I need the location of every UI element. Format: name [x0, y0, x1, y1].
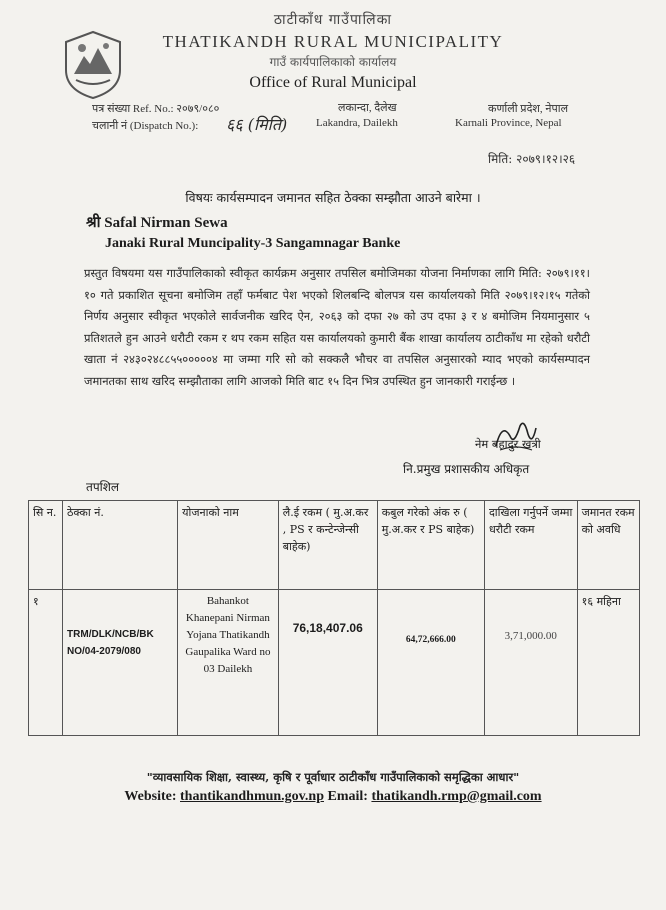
header-project-name: योजनाको नाम	[178, 501, 279, 590]
location-en: Lakandra, Dailekh	[316, 117, 398, 129]
website-label: Website:	[124, 789, 177, 804]
header-deposit: दाखिला गर्नुपर्ने जम्मा धरौटी रकम	[484, 501, 577, 590]
table-label: तपशिल	[86, 480, 120, 494]
footer-contact	[0, 789, 666, 805]
header-sn: सि न.	[29, 501, 63, 590]
dispatch-label: चलानी नं (Dispatch No.):	[92, 120, 199, 132]
office-name-en: Office of Rural Municipal	[249, 74, 417, 91]
header-accepted: कबुल गरेको अंक रु ( मु.अ.कर र PS बाहेक)	[377, 501, 484, 590]
recipient-address: Janaki Rural Muncipality-3 Sangamnagar Banke	[105, 236, 401, 251]
municipality-name-en: THATIKANDH RURAL MUNICIPALITY	[162, 32, 504, 51]
cell-deposit: 3,71,000.00	[484, 590, 577, 736]
signer-title: नि.प्रमुख प्रशासकीय अधिकृत	[403, 462, 530, 476]
header-validity: जमानत रकम को अवधि	[577, 501, 639, 590]
footer-tagline: "व्यावसायिक शिक्षा, स्वास्थ्य, कृषि र पूर्वाधार ठाटीकाँध गाउँपालिकाको समृद्धिका आधार"	[146, 770, 520, 784]
signer-name: नेम बहादुर खत्री	[475, 437, 541, 451]
location-np: लकान्दा, दैलेख	[338, 102, 397, 114]
header-contract-no: ठेक्का नं.	[63, 501, 178, 590]
cell-sn: १	[29, 590, 63, 736]
table-header-row	[29, 501, 640, 590]
email-link[interactable]: thatikandh.rmp@gmail.com	[371, 789, 542, 804]
header-estimate: लै.ई रकम ( मु.अ.कर , PS र कन्टेन्जेन्सी बाहेक)	[278, 501, 377, 590]
recipient-name: श्री Safal Nirman Sewa	[86, 215, 228, 231]
cell-estimate: 76,18,407.06	[278, 590, 377, 736]
province-np: कर्णाली प्रदेश, नेपाल	[488, 103, 569, 115]
table-row	[29, 590, 640, 736]
municipality-name-np: ठाटीकाँध गाउँपालिका	[273, 12, 393, 28]
cell-validity: १६ महिना	[577, 590, 639, 736]
cell-contract-no: TRM/DLK/NCB/BK NO/04-2079/080	[63, 590, 178, 736]
cell-accepted: 64,72,666.00	[377, 590, 484, 736]
cell-project-name: Bahankot Khanepani Nirman Yojana Thatikandh Gaupalika Ward no 03 Dailekh	[178, 590, 279, 736]
dispatch-number: ६६ (मिति)	[226, 115, 288, 134]
letter-date: मिति: २०७९।१२।२६	[488, 152, 576, 166]
reference-number: पत्र संख्या Ref. No.: २०७९/०८०	[92, 103, 220, 115]
contract-table	[28, 500, 640, 736]
office-name-np: गाउँ कार्यपालिकाको कार्यालय	[269, 55, 397, 69]
letter-body: प्रस्तुत विषयमा यस गाउँपालिकाको स्वीकृत कार्यक्रम अनुसार तपसिल बमोजिमका योजना निर्माणका लागि मिति: २०७९।११।१० गते प्रकाशित सूचना बमोजिम तहाँ फर्मबाट पेश भएको शिलबन्दि बोलपत्र यस कार्यालयको मिति २०७९।१२।१५ गतेको निर्णय अनुसार स्वीकृत भएकोले सार्वजनीक खरिद ऐन, २०६३ को दफा २७ को उप दफा ३ र ४ बमोजिम नियमानुसार ५ प्रतिशतले हुन आउने धरौटी रकम र थप रकम सहित यस कार्यालयको कुमारी बैंक शाखा कार्यालय ठाटीकाँध मा रहेको धरौटी खाता नं २४३०२४८८५५०००००४ मा जम्मा गरि सो को सक्कलै भौचर वा तपसिल अनुसारको म्याद भएको कार्यसम्पादन जमानतका साथ खरिद सम्झौताका लागि आजको मिति बाट १५ दिन भित्र उपस्थित हुन जानकारी गराईन्छ ।	[84, 266, 590, 388]
website-link[interactable]: thantikandhmun.gov.np	[180, 789, 324, 804]
subject-line: विषयः कार्यसम्पादन जमानत सहित ठेक्का सम्झौता आउने बारेमा ।	[185, 190, 481, 205]
province-en: Karnali Province, Nepal	[455, 117, 562, 129]
email-label: Email:	[327, 789, 368, 804]
